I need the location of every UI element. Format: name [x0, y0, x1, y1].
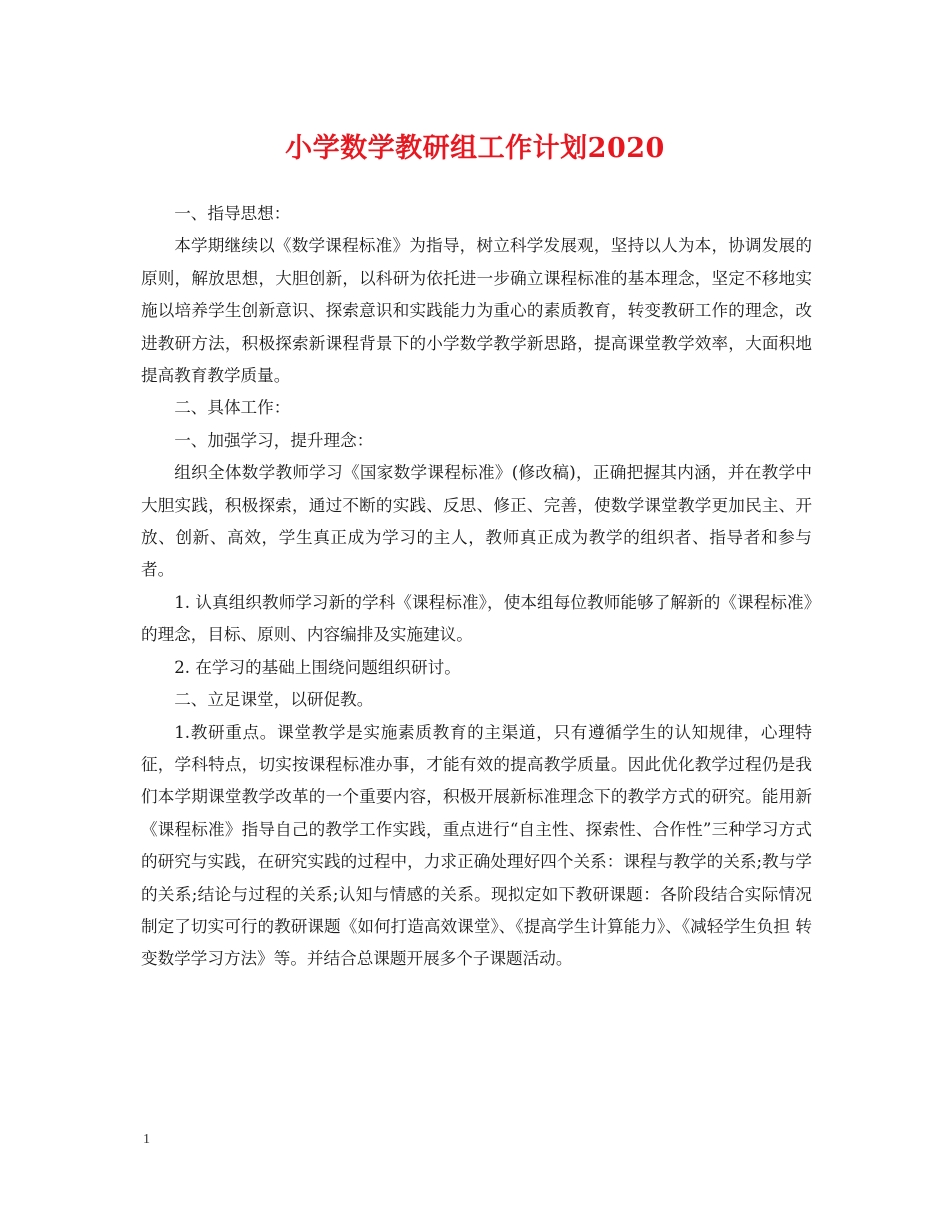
document-body	[141, 198, 812, 976]
paragraph-research-focus: 1.教研重点。课堂教学是实施素质教育的主渠道，只有遵循学生的认知规律，心理特征，学科特点，切实按课程标准办事，才能有效的提高教学质量。因此优化教学过程仍是我们本学期课堂教学改革的一个重要内容，积极开展新标准理念下的教学方式的研究。能用新《课程标准》指导自己的教学工作实践，重点进行“自主性、探索性、合作性”三种学习方式的研究与实践，在研究实践的过程中，力求正确处理好四个关系：课程与教学的关系;教与学的关系;结论与过程的关系;认知与情感的关系。现拟定如下教研课题：各阶段结合实际情况制定了切实可行的教研课题《如何打造高效课堂》、《提高学生计算能力》、《减轻学生负担 转变数学学习方法》等。并结合总课题开展多个子课题活动。	[141, 722, 812, 969]
paragraph-guiding-ideology: 本学期继续以《数学课程标准》为指导，树立科学发展观，坚持以人为本，协调发展的原则，解放思想，大胆创新，以科研为依托进一步确立课程标准的基本理念，坚定不移地实施以培养学生创新意识、探索意识和实践能力为重心的素质教育，转变教研工作的理念，改进教研方法，积极探索新课程背景下的小学数学教学新思路，提高课堂教学效率，大面积地提高教育教学质量。	[141, 236, 812, 386]
paragraph-item-1: 1. 认真组织教师学习新的学科《课程标准》，使本组每位教师能够了解新的《课程标准》的理念，目标、原则、内容编排及实施建议。	[141, 592, 812, 645]
paragraph-guiding-ideology-heading: 一、指导思想：	[174, 204, 291, 223]
paragraph-study-content: 组织全体数学教师学习《国家数学课程标准》(修改稿)，正确把握其内涵，并在教学中大胆实践，积极探索，通过不断的实践、反思、修正、完善，使数学课堂教学更加民主、开放、创新、高效，学生真正成为学习的主人，教师真正成为教学的组织者、指导者和参与者。	[141, 463, 812, 580]
paragraph-classroom-heading: 二、立足课堂，以研促教。	[174, 690, 374, 710]
page-number: 1	[143, 1132, 150, 1147]
paragraph-specific-work-heading: 二、具体工作：	[174, 398, 291, 418]
document-title: 小学数学教研组工作计划2020	[285, 133, 665, 164]
paragraph-item-2: 2. 在学习的基础上围绕问题组织研讨。	[174, 657, 461, 677]
paragraph-study-heading: 一、加强学习，提升理念：	[174, 430, 374, 450]
